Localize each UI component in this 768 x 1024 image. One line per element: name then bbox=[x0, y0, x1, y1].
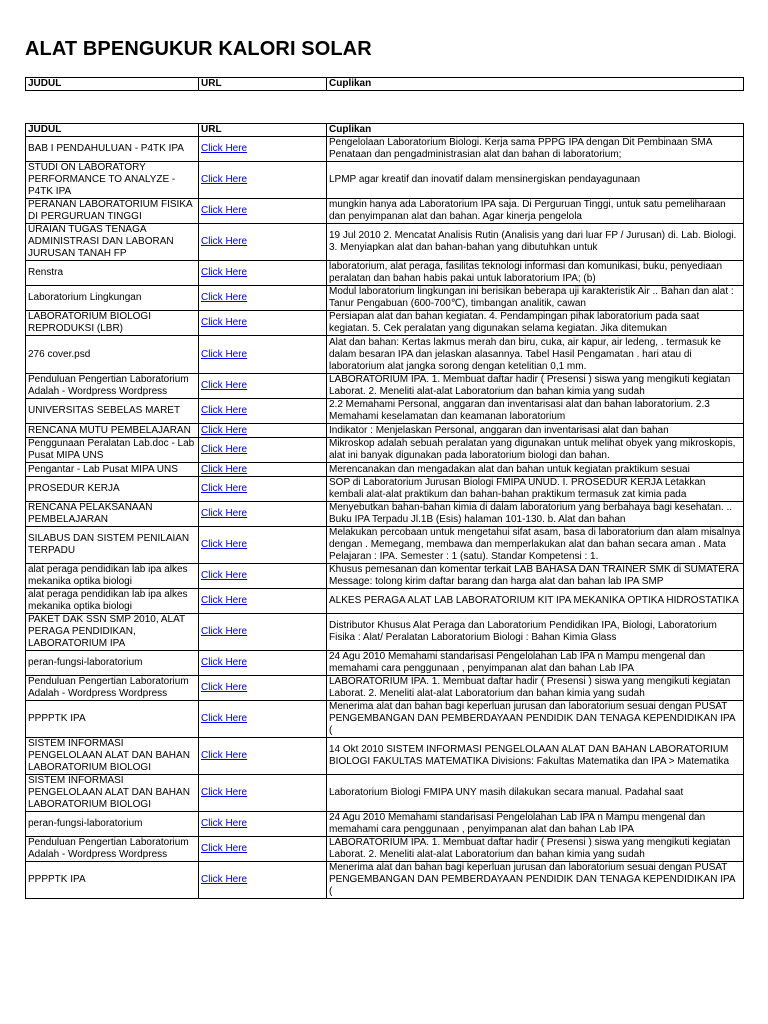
cell-url bbox=[199, 527, 327, 564]
table-row bbox=[26, 477, 744, 502]
cell-cuplikan: mungkin hanya ada Laboratorium IPA saja. Di Perguruan Tinggi, untuk satu pemeliharaan dan penyimpanan alat dan bahan. Agar kinerja pengelola bbox=[327, 199, 744, 224]
cell-cuplikan: Laboratorium Biologi FMIPA UNY masih dilakukan secara manual. Padahal saat bbox=[327, 775, 744, 812]
cell-url bbox=[199, 837, 327, 862]
cell-judul: Pengantar - Lab Pusat MIPA UNS bbox=[26, 463, 199, 477]
click-here-link[interactable]: Click Here bbox=[201, 174, 248, 185]
cell-judul: peran-fungsi-laboratorium bbox=[26, 651, 199, 676]
cell-cuplikan: Modul laboratorium lingkungan ini berisikan beberapa uji karakteristik Air .. Bahan dan alat : Tanur Pengabuan (600-700℃), timbangan analitik, cawan bbox=[327, 286, 744, 311]
click-here-link[interactable]: Click Here bbox=[201, 405, 248, 416]
cell-cuplikan: Alat dan bahan: Kertas lakmus merah dan biru, cuka, air kapur, air ledeng, . termasuk ke dalam besaran IPA dan jelaskan alasannya. Tabel Hasil Pengamatan . hari atau di laboratorium alat jangka sorong dengan ketelitian 0,1 mm. bbox=[327, 336, 744, 374]
click-here-link[interactable]: Click Here bbox=[201, 657, 248, 668]
cell-url bbox=[199, 374, 327, 399]
table-row bbox=[26, 438, 744, 463]
table-row bbox=[26, 527, 744, 564]
cell-judul: PPPPTK IPA bbox=[26, 862, 199, 899]
table-row bbox=[26, 199, 744, 224]
cell-url bbox=[199, 311, 327, 336]
table-body bbox=[26, 137, 744, 899]
table-row bbox=[26, 862, 744, 899]
cell-cuplikan: Persiapan alat dan bahan kegiatan. 4. Pendampingan pihak laboratorium pada saat kegiatan. 5. Cek peralatan yang digunakan selama kegiatan. Jika ditemukan bbox=[327, 311, 744, 336]
cell-judul: Penggunaan Peralatan Lab.doc - Lab Pusat MIPA UNS bbox=[26, 438, 199, 463]
table-row bbox=[26, 837, 744, 862]
table-row bbox=[26, 775, 744, 812]
cell-judul: PERANAN LABORATORIUM FISIKA DI PERGURUAN TINGGI bbox=[26, 199, 199, 224]
click-here-link[interactable]: Click Here bbox=[201, 682, 248, 693]
table-row bbox=[26, 738, 744, 775]
cell-cuplikan: LABORATORIUM IPA. 1. Membuat daftar hadir ( Presensi ) siswa yang mengikuti kegiatan Laborat. 2. Meneliti alat-alat Laboratorium dan bahan kimia yang sudah bbox=[327, 837, 744, 862]
table-row bbox=[26, 502, 744, 527]
cell-url bbox=[199, 564, 327, 589]
cell-url bbox=[199, 162, 327, 199]
table-row bbox=[26, 224, 744, 261]
cell-url bbox=[199, 701, 327, 738]
click-here-link[interactable]: Click Here bbox=[201, 317, 248, 328]
cell-cuplikan: 24 Agu 2010 Memahami standarisasi Pengelolahan Lab IPA n Mampu mengenal dan memahami cara penggunaan , penyimpanan alat dan bahan Lab IPA bbox=[327, 651, 744, 676]
click-here-link[interactable]: Click Here bbox=[201, 626, 248, 637]
cell-cuplikan: 24 Agu 2010 Memahami standarisasi Pengelolahan Lab IPA n Mampu mengenal dan memahami cara penggunaan , penyimpanan alat dan bahan Lab IPA bbox=[327, 812, 744, 837]
cell-cuplikan: Melakukan percobaan untuk mengetahui sifat asam, basa di laboratorium dan alam misalnya dengan . Memegang, membawa dan memperlakukan alat dan bahan secara aman . Mata Pelajaran : IPA. Semester : 1 (satu). Standar Kompetensi : 1. bbox=[327, 527, 744, 564]
click-here-link[interactable]: Click Here bbox=[201, 570, 248, 581]
click-here-link[interactable]: Click Here bbox=[201, 750, 248, 761]
table-row bbox=[26, 812, 744, 837]
cell-url bbox=[199, 261, 327, 286]
table-row bbox=[26, 286, 744, 311]
cell-cuplikan: Menerima alat dan bahan bagi keperluan jurusan dan laboratorium sesuai dengan PUSAT PENGEMBANGAN DAN PEMBERDAYAAN PENDIDIK DAN TENAGA KEPENDIDIKAN IPA ( bbox=[327, 701, 744, 738]
table-row bbox=[26, 463, 744, 477]
click-here-link[interactable]: Click Here bbox=[201, 787, 248, 798]
click-here-link[interactable]: Click Here bbox=[201, 143, 248, 154]
click-here-link[interactable]: Click Here bbox=[201, 267, 248, 278]
table-row bbox=[26, 162, 744, 199]
header-table bbox=[25, 77, 744, 91]
cell-cuplikan: Indikator : Menjelaskan Personal, anggaran dan inventarisasi alat dan bahan bbox=[327, 424, 744, 438]
cell-cuplikan: Merencanakan dan mengadakan alat dan bahan untuk kegiatan praktikum sesuai bbox=[327, 463, 744, 477]
cell-judul: SISTEM INFORMASI PENGELOLAAN ALAT DAN BAHAN LABORATORIUM BIOLOGI bbox=[26, 775, 199, 812]
cell-url bbox=[199, 614, 327, 651]
cell-cuplikan: 2.2 Memahami Personal, anggaran dan inventarisasi alat dan bahan laboratorium. 2.3 Memahami keselamatan dan keamanan laboratorium bbox=[327, 399, 744, 424]
table-row bbox=[26, 589, 744, 614]
cell-judul: Penduluan Pengertian Laboratorium Adalah - Wordpress Wordpress bbox=[26, 374, 199, 399]
click-here-link[interactable]: Click Here bbox=[201, 205, 248, 216]
cell-url bbox=[199, 224, 327, 261]
table-row bbox=[26, 676, 744, 701]
cell-judul: 276 cover.psd bbox=[26, 336, 199, 374]
table-row bbox=[26, 261, 744, 286]
table-row bbox=[26, 651, 744, 676]
cell-judul: LABORATORIUM BIOLOGI REPRODUKSI (LBR) bbox=[26, 311, 199, 336]
table-row bbox=[26, 614, 744, 651]
cell-url bbox=[199, 137, 327, 162]
table-row bbox=[26, 424, 744, 438]
cell-cuplikan: Pengelolaan Laboratorium Biologi. Kerja sama PPPG IPA dengan Dit Pembinaan SMA Penataan dan pengadministrasian alat dan bahan di laboratorium; bbox=[327, 137, 744, 162]
cell-judul: SILABUS DAN SISTEM PENILAIAN TERPADU bbox=[26, 527, 199, 564]
click-here-link[interactable]: Click Here bbox=[201, 874, 248, 885]
cell-url bbox=[199, 738, 327, 775]
cell-url bbox=[199, 502, 327, 527]
click-here-link[interactable]: Click Here bbox=[201, 539, 248, 550]
cell-cuplikan: Distributor Khusus Alat Peraga dan Laboratorium Pendidikan IPA, Biologi, Laboratorium Fisika : Alat/ Peralatan Laboratorium Biologi : Bahan Kimia Glass bbox=[327, 614, 744, 651]
click-here-link[interactable]: Click Here bbox=[201, 713, 248, 724]
cell-cuplikan: Menyebutkan bahan-bahan kimia di dalam laboratorium yang berbahaya bagi kesehatan. .. Buku IPA Terpadu Jl.1B (Esis) halaman 101-130. b. Alat dan bahan bbox=[327, 502, 744, 527]
table-row bbox=[26, 137, 744, 162]
cell-judul: URAIAN TUGAS TENAGA ADMINISTRASI DAN LABORAN JURUSAN TANAH FP bbox=[26, 224, 199, 261]
click-here-link[interactable]: Click Here bbox=[201, 292, 248, 303]
cell-judul: BAB I PENDAHULUAN - P4TK IPA bbox=[26, 137, 199, 162]
column-header-cuplikan: Cuplikan bbox=[327, 78, 744, 91]
cell-judul: RENCANA PELAKSANAAN PEMBELAJARAN bbox=[26, 502, 199, 527]
cell-url bbox=[199, 463, 327, 477]
cell-cuplikan: SOP di Laboratorium Jurusan Biologi FMIPA UNUD. I. PROSEDUR KERJA Letakkan kembali alat-alat praktikum dan bahan-bahan praktikum termasuk zat kimia pada bbox=[327, 477, 744, 502]
cell-judul: PPPPTK IPA bbox=[26, 701, 199, 738]
cell-cuplikan: ALKES PERAGA ALAT LAB LABORATORIUM KIT IPA MEKANIKA OPTIKA HIDROSTATIKA bbox=[327, 589, 744, 614]
cell-url bbox=[199, 438, 327, 463]
cell-url bbox=[199, 286, 327, 311]
header-row bbox=[26, 124, 744, 137]
cell-cuplikan: Menerima alat dan bahan bagi keperluan jurusan dan laboratorium sesuai dengan PUSAT PENGEMBANGAN DAN PEMBERDAYAAN PENDIDIK DAN TENAGA KEPENDIDIKAN IPA ( bbox=[327, 862, 744, 899]
cell-judul: Renstra bbox=[26, 261, 199, 286]
cell-url bbox=[199, 812, 327, 837]
column-header-cuplikan: Cuplikan bbox=[327, 124, 744, 137]
cell-judul: PAKET DAK SSN SMP 2010, ALAT PERAGA PENDIDIKAN, LABORATORIUM IPA bbox=[26, 614, 199, 651]
cell-url bbox=[199, 775, 327, 812]
header-row bbox=[26, 78, 744, 91]
cell-cuplikan: 14 Okt 2010 SISTEM INFORMASI PENGELOLAAN ALAT DAN BAHAN LABORATORIUM BIOLOGI FAKULTAS MATEMATIKA Divisions: Fakultas Matematika dan IPA > Matematika bbox=[327, 738, 744, 775]
cell-judul: PROSEDUR KERJA bbox=[26, 477, 199, 502]
cell-cuplikan: LABORATORIUM IPA. 1. Membuat daftar hadir ( Presensi ) siswa yang mengikuti kegiatan Laborat. 2. Meneliti alat-alat Laboratorium dan bahan kimia yang sudah bbox=[327, 374, 744, 399]
cell-url bbox=[199, 477, 327, 502]
column-header-judul: JUDUL bbox=[26, 78, 199, 91]
cell-cuplikan: 19 Jul 2010 2. Mencatat Analisis Rutin (Analisis yang dari luar FP / Jurusan) di. Lab. Biologi. 3. Menyiapkan alat dan bahan-bahan yang dibutuhkan untuk bbox=[327, 224, 744, 261]
page-title: ALAT BPENGUKUR KALORI SOLAR bbox=[25, 38, 372, 60]
table-row bbox=[26, 336, 744, 374]
cell-cuplikan: Khusus pemesanan dan komentar terkait LAB BAHASA DAN TRAINER SMK di SUMATERA Message: tolong kirim daftar barang dan harga alat dan bahan lab IPA SMP bbox=[327, 564, 744, 589]
cell-judul: Laboratorium Lingkungan bbox=[26, 286, 199, 311]
cell-judul: peran-fungsi-laboratorium bbox=[26, 812, 199, 837]
table-row bbox=[26, 564, 744, 589]
click-here-link[interactable]: Click Here bbox=[201, 444, 248, 455]
cell-cuplikan: laboratorium, alat peraga, fasilitas teknologi informasi dan komunikasi, buku, penyediaan peralatan dan bahan habis pakai untuk laboratorium IPA; (b) bbox=[327, 261, 744, 286]
cell-judul: alat peraga pendidikan lab ipa alkes mekanika optika biologi bbox=[26, 589, 199, 614]
click-here-link[interactable]: Click Here bbox=[201, 463, 248, 475]
cell-url bbox=[199, 651, 327, 676]
cell-url bbox=[199, 676, 327, 701]
table-row bbox=[26, 399, 744, 424]
cell-judul: RENCANA MUTU PEMBELAJARAN bbox=[26, 424, 199, 438]
cell-cuplikan: LPMP agar kreatif dan inovatif dalam mensinergiskan pendayagunaan bbox=[327, 162, 744, 199]
cell-judul: alat peraga pendidikan lab ipa alkes mekanika optika biologi bbox=[26, 564, 199, 589]
column-header-judul: JUDUL bbox=[26, 124, 199, 137]
table-row bbox=[26, 374, 744, 399]
click-here-link[interactable]: Click Here bbox=[201, 424, 248, 436]
column-header-url: URL bbox=[199, 78, 327, 91]
cell-judul: Penduluan Pengertian Laboratorium Adalah - Wordpress Wordpress bbox=[26, 676, 199, 701]
click-here-link[interactable]: Click Here bbox=[201, 595, 248, 606]
click-here-link[interactable]: Click Here bbox=[201, 818, 248, 829]
cell-url bbox=[199, 424, 327, 438]
click-here-link[interactable]: Click Here bbox=[201, 508, 248, 519]
cell-url bbox=[199, 862, 327, 899]
cell-url bbox=[199, 589, 327, 614]
cell-judul: UNIVERSITAS SEBELAS MARET bbox=[26, 399, 199, 424]
cell-url bbox=[199, 399, 327, 424]
column-header-url: URL bbox=[199, 124, 327, 137]
cell-judul: Penduluan Pengertian Laboratorium Adalah - Wordpress Wordpress bbox=[26, 837, 199, 862]
click-here-link[interactable]: Click Here bbox=[201, 348, 248, 360]
cell-url bbox=[199, 199, 327, 224]
click-here-link[interactable]: Click Here bbox=[201, 843, 248, 854]
cell-cuplikan: LABORATORIUM IPA. 1. Membuat daftar hadir ( Presensi ) siswa yang mengikuti kegiatan Laborat. 2. Meneliti alat-alat Laboratorium dan bahan kimia yang sudah bbox=[327, 676, 744, 701]
results-table bbox=[25, 123, 744, 899]
cell-cuplikan: Mikroskop adalah sebuah peralatan yang digunakan untuk melihat obyek yang mikroskopis, alat ini banyak digunakan pada laboratorium biologi dan bahan. bbox=[327, 438, 744, 463]
click-here-link[interactable]: Click Here bbox=[201, 236, 248, 247]
cell-url bbox=[199, 336, 327, 374]
click-here-link[interactable]: Click Here bbox=[201, 380, 248, 391]
table-row bbox=[26, 701, 744, 738]
table-row bbox=[26, 311, 744, 336]
click-here-link[interactable]: Click Here bbox=[201, 483, 248, 494]
cell-judul: STUDI ON LABORATORY PERFORMANCE TO ANALYZE - P4TK IPA bbox=[26, 162, 199, 199]
cell-judul: SISTEM INFORMASI PENGELOLAAN ALAT DAN BAHAN LABORATORIUM BIOLOGI bbox=[26, 738, 199, 775]
